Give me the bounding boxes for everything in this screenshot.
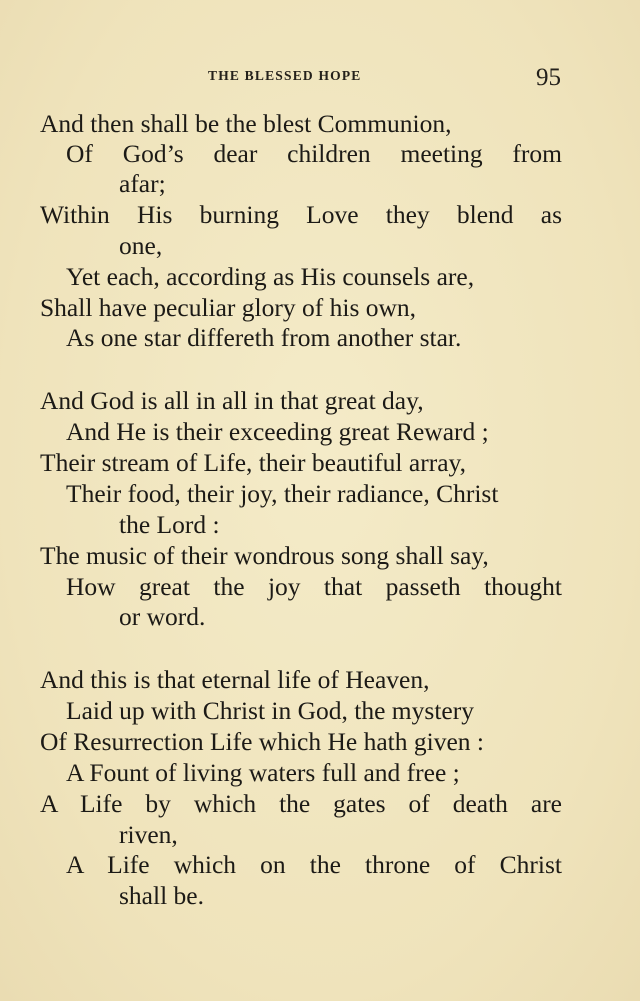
stanza-2-line-8: or word. [119,602,206,631]
stanza-1-line-3: afar; [119,169,166,198]
stanza-3-line-7: A Life which on the throne of Christ [66,850,562,879]
stanza-1-line-4: Within His burning Love they blend as [40,200,562,229]
stanza-2-line-4: Their food, their joy, their radiance, Christ [66,479,499,508]
stanza-2-line-3: Their stream of Life, their beautiful array, [40,448,466,477]
stanza-1-line-8: As one star differeth from another star. [66,323,462,352]
page-number: 95 [536,64,561,91]
stanza-1-line-1: And then shall be the blest Communion, [40,109,452,138]
stanza-1-line-2: Of God’s dear children meeting from [66,139,562,168]
stanza-1-line-7: Shall have peculiar glory of his own, [40,293,417,322]
stanza-3-line-5: A Life by which the gates of death are [40,789,562,818]
running-title: THE BLESSED HOPE [208,68,362,83]
stanza-1-line-6: Yet each, according as His counsels are, [66,262,475,291]
stanza-3-line-6: riven, [119,820,178,849]
stanza-3-line-1: And this is that eternal life of Heaven, [40,665,430,694]
stanza-3-line-4: A Fount of living waters full and free ; [66,758,460,787]
stanza-2-line-2: And He is their exceeding great Reward ; [66,417,489,446]
stanza-2-line-7: How great the joy that passeth thought [66,572,562,601]
stanza-2-line-5: the Lord : [119,510,220,539]
stanza-1-line-5: one, [119,231,163,260]
stanza-2-line-1: And God is all in all in that great day, [40,386,424,415]
stanza-3-line-2: Laid up with Christ in God, the mystery [66,696,474,725]
stanza-3-line-8: shall be. [119,881,204,910]
stanza-2-line-6: The music of their wondrous song shall say, [40,541,489,570]
stanza-3-line-3: Of Resurrection Life which He hath given : [40,727,484,756]
